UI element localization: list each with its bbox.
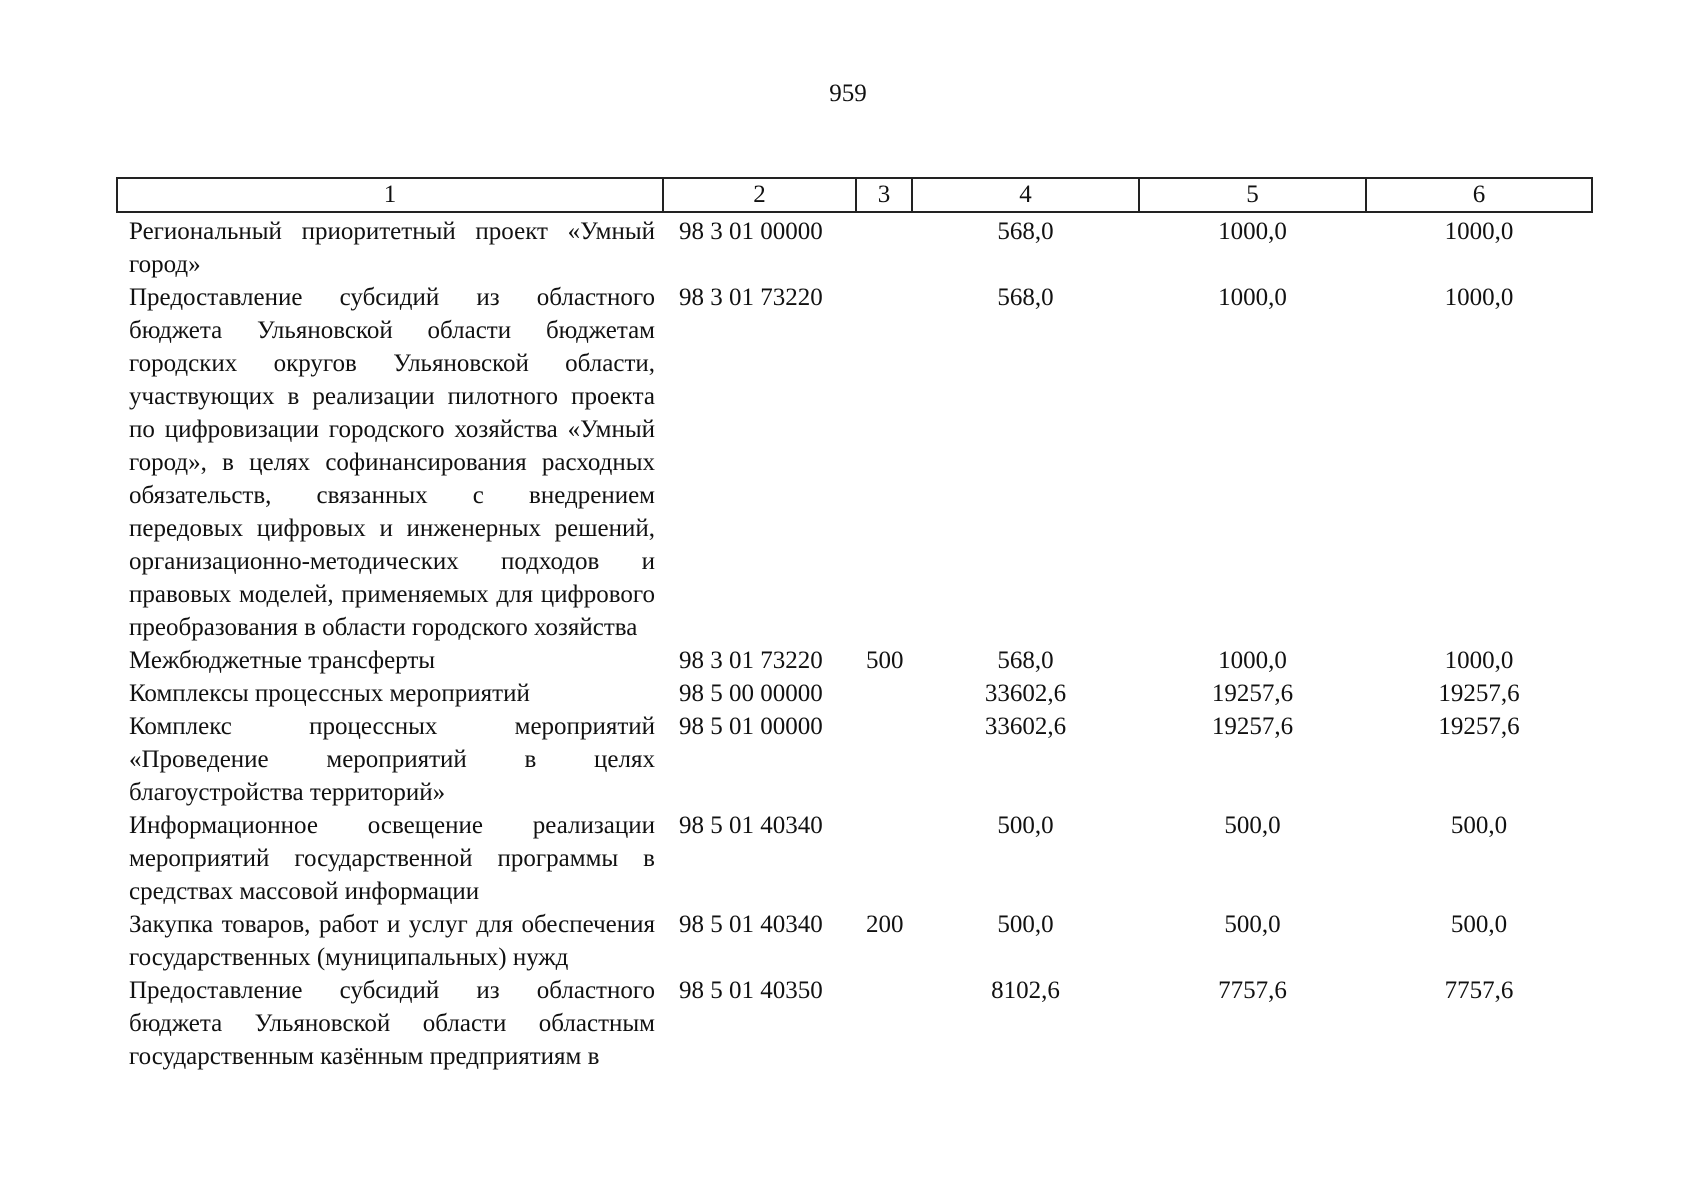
row-value-col6: 500,0 xyxy=(1450,812,1508,839)
table-row xyxy=(117,809,1592,908)
row-value-col4: 568,0 xyxy=(997,647,1054,674)
row-name: Комплексы процессных мероприятий xyxy=(129,680,530,707)
row-code: 98 5 01 00000 xyxy=(679,713,823,740)
row-value-col5: 1000,0 xyxy=(1218,647,1287,674)
column-header-6: 6 xyxy=(1366,178,1592,212)
row-value-col4: 568,0 xyxy=(997,218,1054,245)
row-value-col5: 1000,0 xyxy=(1218,218,1287,245)
row-value-col6: 19257,6 xyxy=(1438,713,1520,740)
row-value-col5: 500,0 xyxy=(1224,911,1281,938)
table-row xyxy=(117,908,1592,974)
row-name: Закупка товаров, работ и услуг для обеспечения государственных (муниципальных) нужд xyxy=(129,911,655,971)
row-value-col6: 19257,6 xyxy=(1438,680,1520,707)
table-row xyxy=(117,644,1592,677)
row-expense-type xyxy=(856,809,912,908)
column-header-3: 3 xyxy=(856,178,912,212)
row-code: 98 5 00 00000 xyxy=(679,680,823,707)
row-value-col5: 500,0 xyxy=(1224,812,1281,839)
table-row xyxy=(117,974,1592,1073)
row-value-col6: 7757,6 xyxy=(1444,977,1514,1004)
row-value-col5: 19257,6 xyxy=(1211,713,1294,740)
page-number: 959 xyxy=(829,80,867,107)
column-header-4: 4 xyxy=(912,178,1139,212)
row-code: 98 3 01 00000 xyxy=(679,218,823,245)
row-code: 98 5 01 40340 xyxy=(679,812,823,839)
row-value-col5: 1000,0 xyxy=(1218,284,1287,311)
table-row xyxy=(117,677,1592,710)
row-value-col6: 1000,0 xyxy=(1444,647,1514,674)
row-value-col4: 8102,6 xyxy=(991,977,1060,1004)
row-value-col5: 7757,6 xyxy=(1218,977,1287,1004)
table-header-row xyxy=(117,178,1592,212)
row-code: 98 3 01 73220 xyxy=(679,284,823,311)
row-code: 98 3 01 73220 xyxy=(679,647,823,674)
row-value-col6: 500,0 xyxy=(1450,911,1508,938)
row-expense-type xyxy=(856,677,912,710)
row-expense-type: 500 xyxy=(866,647,904,674)
row-name: Комплекс процессных мероприятий «Проведение мероприятий в целях благоустройства территорий» xyxy=(129,713,655,806)
column-header-2: 2 xyxy=(663,178,856,212)
row-expense-type: 200 xyxy=(866,911,904,938)
row-value-col6: 1000,0 xyxy=(1444,284,1514,311)
row-code: 98 5 01 40340 xyxy=(679,911,823,938)
table-row xyxy=(117,710,1592,809)
row-name: Информационное освещение реализации мероприятий государственной программы в средствах массовой информации xyxy=(129,812,655,905)
row-value-col4: 500,0 xyxy=(997,911,1054,938)
row-name: Предоставление субсидий из областного бюджета Ульяновской области областным государственным казённым предприятиям в xyxy=(129,977,655,1070)
row-value-col4: 33602,6 xyxy=(984,713,1067,740)
row-name: Предоставление субсидий из областного бюджета Ульяновской области бюджетам городских округов Ульяновской области, участвующих в реализации пилотного проекта по цифровизации городского хозяйства «Умный город», в целях софинансирования расходных обязательств, связанных с внедрением передовых цифровых и инженерных решений, организационно-методических подходов и правовых моделей, применяемых для цифрового преобразования в области городского хозяйства xyxy=(129,284,655,641)
budget-table xyxy=(116,177,1593,1073)
row-value-col4: 33602,6 xyxy=(984,680,1067,707)
row-value-col4: 500,0 xyxy=(997,812,1054,839)
row-name: Межбюджетные трансферты xyxy=(129,647,436,674)
row-expense-type xyxy=(856,710,912,809)
row-expense-type xyxy=(856,212,912,281)
table-row xyxy=(117,212,1592,281)
column-header-5: 5 xyxy=(1139,178,1366,212)
row-code: 98 5 01 40350 xyxy=(679,977,823,1004)
row-value-col5: 19257,6 xyxy=(1211,680,1294,707)
row-value-col6: 1000,0 xyxy=(1444,218,1514,245)
row-expense-type xyxy=(856,281,912,644)
row-expense-type xyxy=(856,974,912,1073)
column-header-1: 1 xyxy=(117,178,663,212)
row-value-col4: 568,0 xyxy=(997,284,1054,311)
table-row xyxy=(117,281,1592,644)
row-name: Региональный приоритетный проект «Умный город» xyxy=(129,218,655,278)
